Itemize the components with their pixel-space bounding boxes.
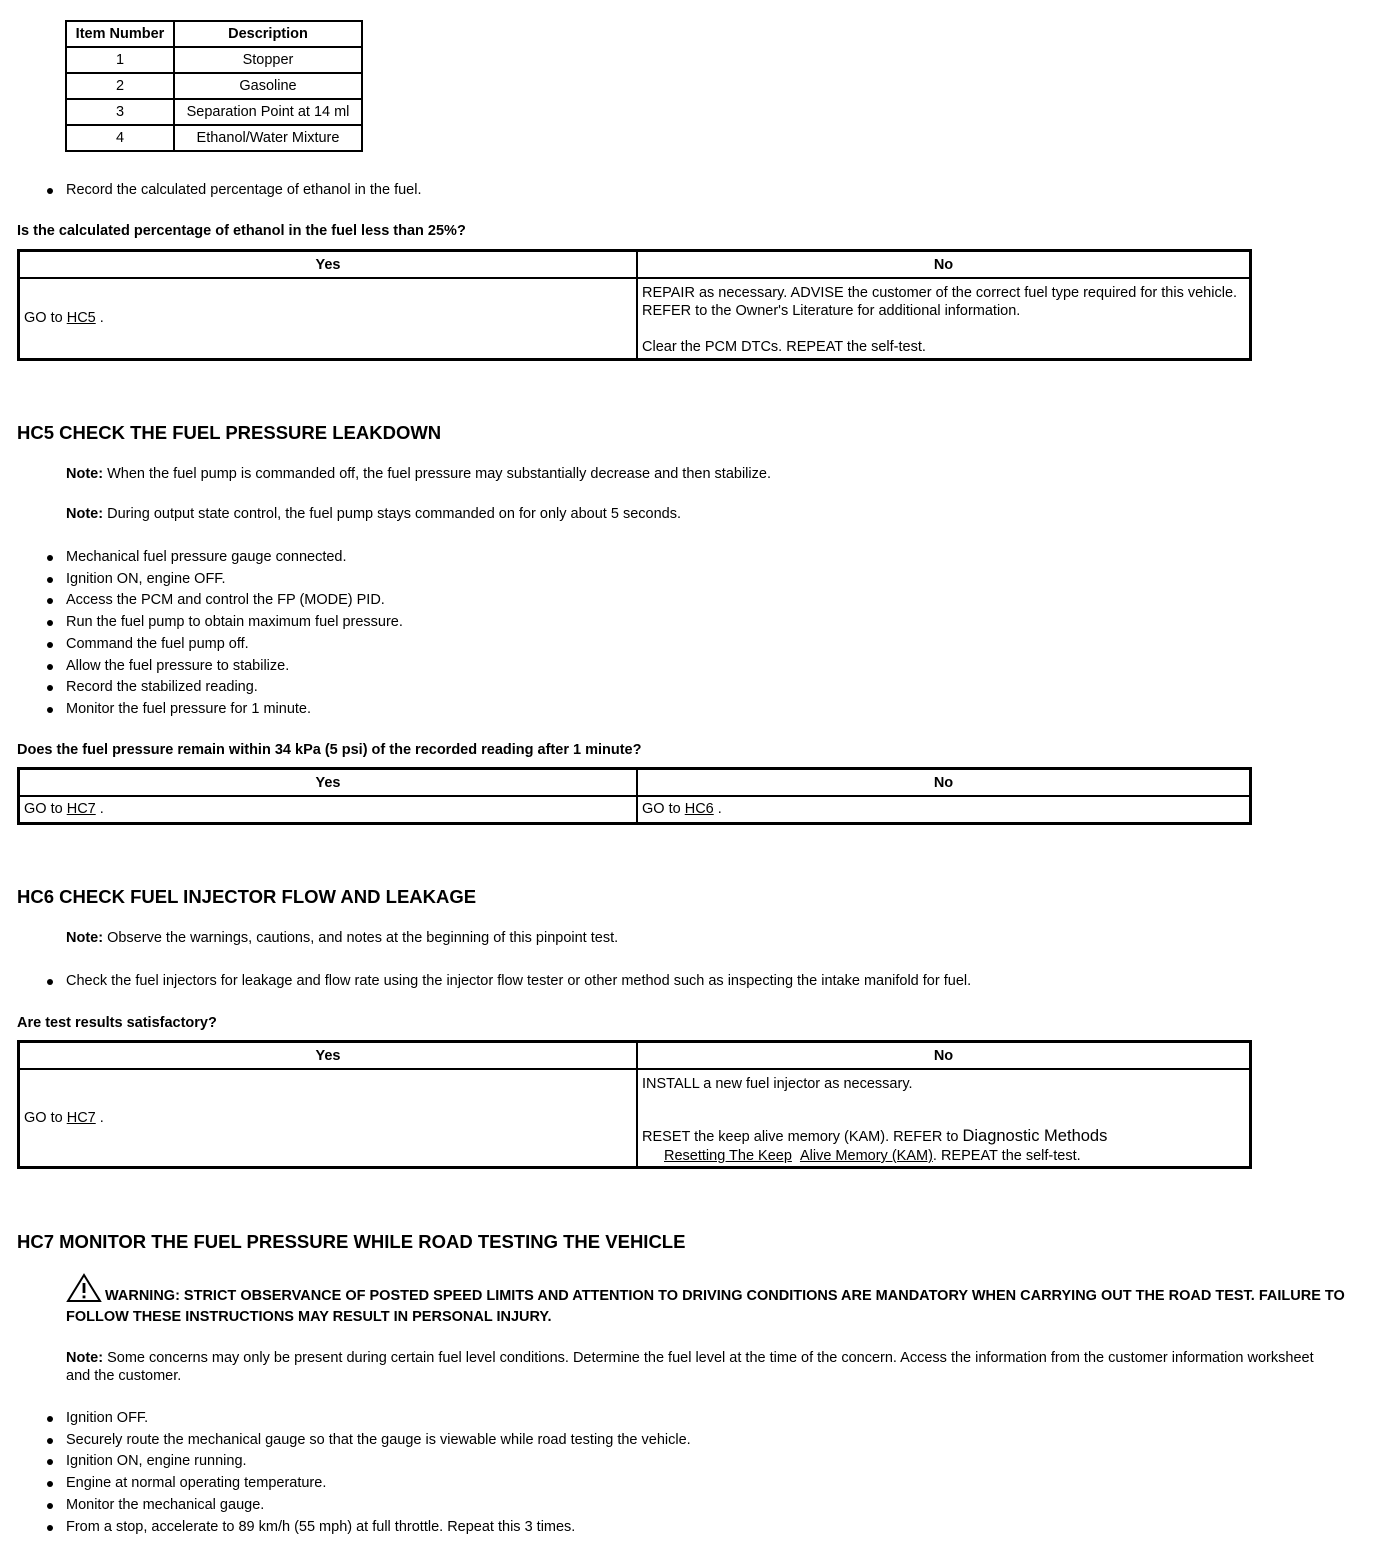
- note-label: Note:: [66, 466, 104, 482]
- hc5-yes-no-table: [17, 767, 1252, 825]
- hc5-link[interactable]: HC5: [66, 310, 96, 327]
- list-item: Record the calculated percentage of ethanol in the fuel.: [17, 180, 422, 202]
- hc4-question: Is the calculated percentage of ethanol in the fuel less than 25%?: [17, 223, 466, 239]
- note-text: Observe the warnings, cautions, and notes at the beginning of this pinpoint test.: [103, 930, 619, 946]
- alive-memory-link[interactable]: Alive Memory (KAM): [799, 1148, 933, 1164]
- list-item: Allow the fuel pressure to stabilize.: [17, 656, 403, 678]
- item-number: 4: [66, 125, 174, 151]
- go-to-text: GO to: [24, 1110, 67, 1126]
- hc5-note-2: [66, 506, 681, 522]
- list-item: Ignition ON, engine running.: [17, 1451, 691, 1473]
- item-table: [65, 20, 363, 152]
- yes-header: Yes: [19, 251, 638, 279]
- hc4-bullet-list: [17, 180, 422, 202]
- list-item: Command the fuel pump off.: [17, 634, 403, 656]
- warning-text: WARNING: STRICT OBSERVANCE OF POSTED SPEED LIMITS AND ATTENTION TO DRIVING CONDITIONS ARE MANDATORY WHEN CARRYING OUT THE ROAD TEST. FAILURE TO FOLLOW THESE INSTRUCTIONS MAY RESULT IN PERSONAL INJURY.: [66, 1288, 1345, 1325]
- no-header: No: [637, 1042, 1251, 1070]
- hc6-link[interactable]: HC6: [684, 801, 714, 818]
- list-item: Engine at normal operating temperature.: [17, 1473, 691, 1495]
- item-number: 2: [66, 73, 174, 99]
- diagnostic-methods-text: Diagnostic Methods: [962, 1127, 1108, 1145]
- note-text: Some concerns may only be present during certain fuel level conditions. Determine the fuel level at the time of the concern. Access the information from the customer information worksheet and the customer.: [66, 1350, 1314, 1384]
- note-text: When the fuel pump is commanded off, the fuel pressure may substantially decrease and then stabilize.: [103, 466, 771, 482]
- no-line-2: Clear the PCM DTCs. REPEAT the self-test.: [642, 339, 926, 355]
- no-line-1: REPAIR as necessary. ADVISE the customer of the correct fuel type required for this vehicle. REFER to the Owner's Literature for additional information.: [642, 285, 1238, 319]
- list-item: Mechanical fuel pressure gauge connected.: [17, 547, 403, 569]
- warning-icon: [66, 1273, 102, 1308]
- list-item: From a stop, accelerate to 89 km/h (55 mph) at full throttle. Repeat this 3 times.: [17, 1517, 691, 1539]
- hc7-link[interactable]: HC7: [66, 801, 96, 818]
- note-label: Note:: [66, 506, 104, 522]
- description-header: Description: [174, 21, 362, 47]
- list-item: Monitor the mechanical gauge.: [17, 1495, 691, 1517]
- no-cell: [637, 278, 1251, 359]
- yes-cell: [19, 278, 638, 359]
- hc4-yes-no-table: [17, 249, 1252, 361]
- period: .: [713, 801, 722, 818]
- period: .: [95, 1110, 104, 1126]
- item-number: 3: [66, 99, 174, 125]
- no-cell: [637, 796, 1251, 823]
- hc5-heading: HC5 CHECK THE FUEL PRESSURE LEAKDOWN: [17, 422, 442, 443]
- hc7-warning: [66, 1273, 1356, 1326]
- repeat-text: . REPEAT the self-test.: [932, 1148, 1081, 1164]
- hc6-question: Are test results satisfactory?: [17, 1015, 217, 1031]
- list-item: Ignition OFF.: [17, 1408, 691, 1430]
- resetting-keep-link[interactable]: Resetting The Keep: [664, 1148, 792, 1164]
- go-to-text: GO to: [642, 801, 685, 818]
- list-item: Check the fuel injectors for leakage and flow rate using the injector flow tester or other method such as inspecting the intake manifold for fuel.: [17, 971, 971, 993]
- hc5-question: Does the fuel pressure remain within 34 kPa (5 psi) of the recorded reading after 1 minute?: [17, 742, 642, 758]
- item-description: Stopper: [174, 47, 362, 73]
- hc6-note: [66, 930, 618, 946]
- item-description: Separation Point at 14 ml: [174, 99, 362, 125]
- list-item: Record the stabilized reading.: [17, 677, 403, 699]
- hc7-bullet-list: [17, 1408, 691, 1538]
- hc6-bullet-list: [17, 971, 971, 993]
- hc7-note: [66, 1349, 1336, 1385]
- item-number: 1: [66, 47, 174, 73]
- reset-text: RESET the keep alive memory (KAM). REFER to: [642, 1129, 963, 1145]
- hc5-note-1: [66, 466, 771, 482]
- hc6-yes-no-table: [17, 1040, 1252, 1169]
- yes-cell: [19, 796, 638, 823]
- no-cell: [637, 1069, 1251, 1168]
- hc5-bullet-list: [17, 547, 403, 721]
- note-text: During output state control, the fuel pump stays commanded on for only about 5 seconds.: [103, 506, 681, 522]
- go-to-text: GO to: [24, 801, 67, 818]
- yes-header: Yes: [19, 1042, 638, 1070]
- list-item: Access the PCM and control the FP (MODE) PID.: [17, 590, 403, 612]
- go-to-text: GO to: [24, 310, 67, 327]
- hc7-link[interactable]: HC7: [66, 1110, 96, 1126]
- yes-cell: [19, 1069, 638, 1168]
- no-header: No: [637, 769, 1251, 797]
- note-label: Note:: [66, 1350, 104, 1366]
- item-description: Gasoline: [174, 73, 362, 99]
- hc6-heading: HC6 CHECK FUEL INJECTOR FLOW AND LEAKAGE: [17, 886, 477, 907]
- no-header: No: [637, 251, 1251, 279]
- item-number-header: Item Number: [66, 21, 174, 47]
- no-line-1: INSTALL a new fuel injector as necessary.: [642, 1076, 913, 1092]
- period: .: [95, 801, 104, 818]
- note-label: Note:: [66, 930, 104, 946]
- list-item: Securely route the mechanical gauge so that the gauge is viewable while road testing the vehicle.: [17, 1430, 691, 1452]
- list-item: Run the fuel pump to obtain maximum fuel pressure.: [17, 612, 403, 634]
- item-description: Ethanol/Water Mixture: [174, 125, 362, 151]
- list-item: Ignition ON, engine OFF.: [17, 569, 403, 591]
- no-line-2: [642, 1127, 1245, 1166]
- period: .: [95, 310, 104, 327]
- list-item: Monitor the fuel pressure for 1 minute.: [17, 699, 403, 721]
- yes-header: Yes: [19, 769, 638, 797]
- hc7-heading: HC7 MONITOR THE FUEL PRESSURE WHILE ROAD TESTING THE VEHICLE: [17, 1231, 686, 1252]
